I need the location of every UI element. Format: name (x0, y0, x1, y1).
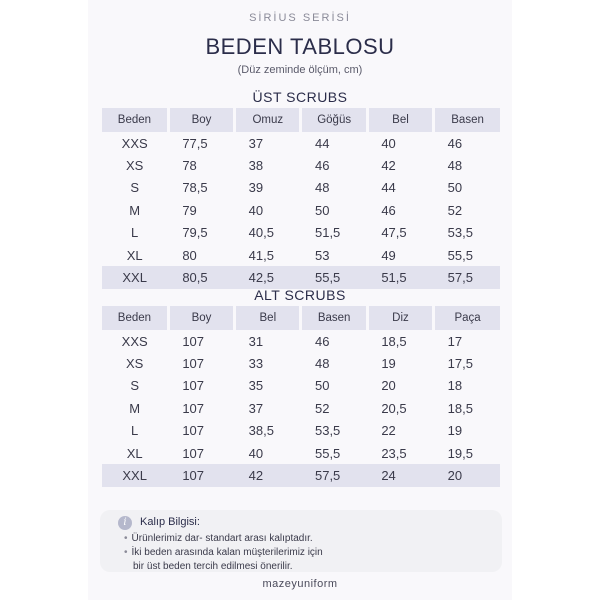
measurement-cell: 44 (314, 135, 330, 151)
bullet-icon: • (124, 547, 128, 558)
measurement-cell: 42 (235, 464, 301, 486)
table-row (102, 132, 500, 154)
measurement-cell: 50 (314, 202, 330, 218)
table-row (102, 222, 500, 244)
measurement-cell: 23,5 (381, 445, 407, 461)
table-row (102, 154, 500, 176)
measurement-cell: 40 (248, 202, 264, 218)
measurement-cell: 17 (447, 333, 463, 349)
table-row (102, 266, 500, 288)
table-row (102, 199, 500, 221)
measurement-cell: 51,5 (367, 266, 433, 288)
size-cell: XXS (121, 135, 148, 151)
page-subtitle: (Düz zeminde ölçüm, cm) (237, 64, 363, 76)
measurement-cell: 107 (182, 333, 205, 349)
size-cell: XXL (102, 464, 168, 486)
measurement-cell: 39 (248, 180, 264, 196)
measurement-cell: 107 (182, 423, 205, 439)
column-header: Göğüs (301, 108, 367, 132)
measurement-cell: 107 (182, 400, 205, 416)
measurement-cell: 47,5 (381, 225, 407, 241)
measurement-cell: 78,5 (182, 180, 208, 196)
table-row (102, 244, 500, 266)
measurement-cell: 53 (314, 247, 330, 263)
table-row (102, 420, 500, 442)
measurement-cell: 77,5 (182, 135, 208, 151)
measurement-cell: 37 (248, 400, 264, 416)
column-header: Bel (235, 306, 301, 330)
table-row (102, 352, 500, 374)
measurement-cell: 18 (447, 378, 463, 394)
measurement-cell: 38,5 (248, 423, 274, 439)
fit-info-box (100, 510, 502, 572)
top-scrubs-title: ÜST SCRUBS (252, 89, 348, 105)
bullet-icon: • (124, 533, 128, 544)
size-cell: L (131, 423, 139, 439)
measurement-cell: 52 (314, 400, 330, 416)
column-header: Basen (434, 108, 500, 132)
size-cell: XXS (121, 333, 148, 349)
size-cell: XS (125, 356, 144, 372)
table-row (102, 397, 500, 419)
measurement-cell: 20 (381, 378, 396, 394)
size-cell: L (131, 225, 139, 241)
info-icon: i (118, 516, 132, 530)
measurement-cell: 46 (381, 202, 396, 218)
measurement-cell: 35 (248, 378, 264, 394)
measurement-cell: 49 (381, 247, 396, 263)
measurement-cell: 19,5 (447, 445, 473, 461)
measurement-cell: 51,5 (314, 225, 341, 241)
measurement-cell: 42,5 (235, 266, 301, 288)
column-header: Omuz (235, 108, 301, 132)
measurement-cell: 19 (447, 423, 463, 439)
measurement-cell: 46 (314, 333, 330, 349)
column-header: Paça (434, 306, 500, 330)
measurement-cell: 80,5 (168, 266, 234, 288)
page-title: BEDEN TABLOSU (205, 34, 395, 59)
table-row (102, 375, 500, 397)
info-title: Kalıp Bilgisi: (140, 516, 200, 528)
measurement-cell: 48 (314, 356, 330, 372)
measurement-cell: 18,5 (381, 333, 407, 349)
measurement-cell: 53,5 (447, 225, 473, 241)
measurement-cell: 37 (248, 135, 264, 151)
column-header: Boy (168, 306, 234, 330)
size-cell: M (129, 202, 141, 218)
measurement-cell: 57,5 (434, 266, 500, 288)
column-header: Beden (102, 108, 168, 132)
measurement-cell: 38 (248, 158, 264, 174)
table-row (102, 442, 500, 464)
column-header: Boy (168, 108, 234, 132)
measurement-cell: 48 (447, 158, 463, 174)
measurement-cell: 20,5 (381, 400, 407, 416)
measurement-cell: 79,5 (182, 225, 208, 241)
measurement-cell: 20 (434, 464, 500, 486)
measurement-cell: 79 (182, 202, 197, 218)
measurement-cell: 40 (248, 445, 264, 461)
measurement-cell: 33 (248, 356, 264, 372)
measurement-cell: 78 (182, 158, 197, 174)
measurement-cell: 18,5 (447, 400, 473, 416)
measurement-cell: 55,5 (301, 266, 367, 288)
measurement-cell: 46 (447, 135, 463, 151)
measurement-cell: 107 (168, 464, 234, 486)
size-cell: XL (126, 247, 143, 263)
measurement-cell: 42 (381, 158, 396, 174)
measurement-cell: 52 (447, 202, 463, 218)
column-header: Basen (301, 306, 367, 330)
series-name: SİRİUS SERİSİ (249, 12, 351, 24)
measurement-cell: 41,5 (248, 247, 274, 263)
measurement-cell: 40,5 (248, 225, 274, 241)
table-row (102, 330, 500, 352)
table-row (102, 177, 500, 199)
measurement-cell: 17,5 (447, 356, 473, 372)
size-cell: S (130, 180, 139, 196)
measurement-cell: 44 (381, 180, 396, 196)
size-cell: S (130, 378, 139, 394)
measurement-cell: 107 (182, 445, 205, 461)
measurement-cell: 24 (367, 464, 433, 486)
measurement-cell: 40 (381, 135, 396, 151)
measurement-cell: 50 (314, 378, 330, 394)
size-cell: XL (126, 445, 143, 461)
column-header: Diz (367, 306, 433, 330)
measurement-cell: 53,5 (314, 423, 341, 439)
measurement-cell: 55,5 (314, 445, 341, 461)
measurement-cell: 22 (381, 423, 396, 439)
table-header-row (102, 108, 500, 132)
info-bullet: • Ürünlerimiz dar- standart arası kalıptadır. (124, 533, 313, 544)
size-cell: M (129, 400, 141, 416)
column-header: Beden (102, 306, 168, 330)
top-scrubs-table (102, 108, 500, 289)
table-row (102, 464, 500, 486)
size-cell: XXL (102, 266, 168, 288)
table-header-row (102, 306, 500, 330)
measurement-cell: 48 (314, 180, 330, 196)
measurement-cell: 31 (248, 333, 264, 349)
measurement-cell: 107 (182, 378, 205, 394)
measurement-cell: 19 (381, 356, 396, 372)
measurement-cell: 46 (314, 158, 330, 174)
measurement-cell: 80 (182, 247, 197, 263)
info-bullet: • İki beden arasında kalan müşterilerimiz için (124, 547, 323, 558)
size-chart-card (88, 0, 512, 600)
brand-name: mazeyuniform (262, 578, 338, 590)
column-header: Bel (367, 108, 433, 132)
measurement-cell: 50 (447, 180, 463, 196)
bottom-scrubs-table (102, 306, 500, 487)
bottom-scrubs-title: ALT SCRUBS (254, 287, 346, 303)
info-bullet-continuation: bir üst beden tercih edilmesi önerilir. (133, 561, 293, 572)
measurement-cell: 107 (182, 356, 205, 372)
size-cell: XS (125, 158, 144, 174)
measurement-cell: 55,5 (447, 247, 473, 263)
measurement-cell: 57,5 (301, 464, 367, 486)
